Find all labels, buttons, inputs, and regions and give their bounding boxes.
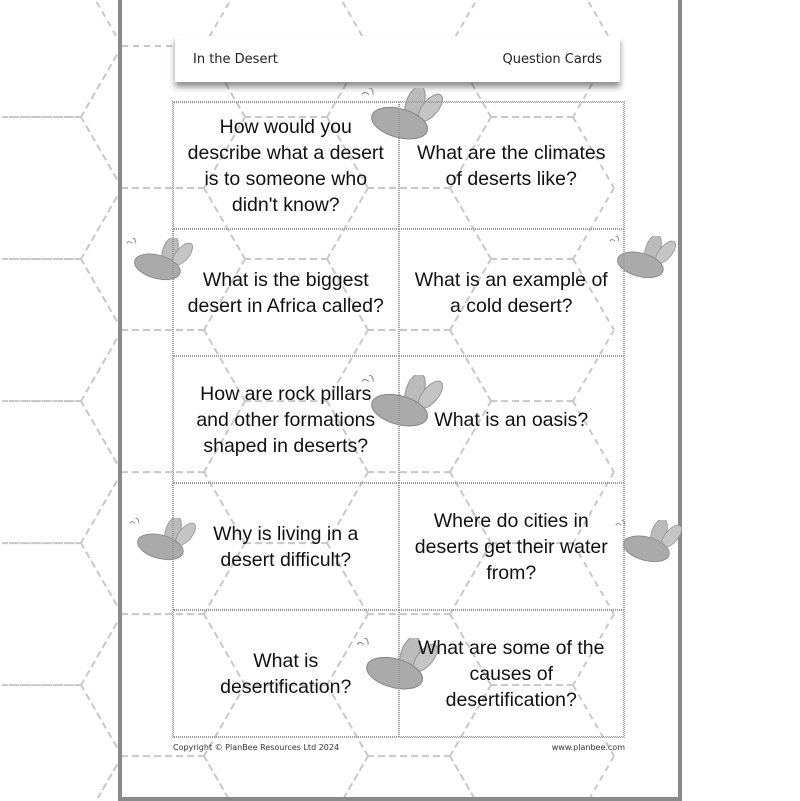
question-card: [173, 356, 399, 483]
worksheet-header: [175, 36, 620, 82]
question-card-grid: [172, 101, 625, 738]
question-text: How would you describe what a desert is to someone who didn't know?: [187, 115, 384, 216]
copyright-text: Copyright © PlanBee Resources Ltd 2024: [173, 743, 340, 752]
question-text: What are the climates of deserts like?: [416, 141, 606, 190]
question-text: What are some of the causes of desertification?: [418, 636, 605, 711]
question-card: [399, 229, 625, 356]
question-text: Why is living in a desert difficult?: [213, 522, 359, 571]
question-text: What is an example of a cold desert?: [414, 268, 608, 317]
question-text: What is an oasis?: [434, 408, 589, 431]
question-card: [399, 483, 625, 610]
worksheet-type: Question Cards: [502, 51, 602, 67]
question-text: What is desertification?: [220, 649, 352, 698]
question-text: How are rock pillars and other formations shaped in deserts?: [196, 382, 376, 457]
question-card: [173, 229, 399, 356]
question-card: [399, 356, 625, 483]
question-card: [173, 102, 399, 229]
question-text: What is the biggest desert in Africa called?: [187, 268, 384, 317]
question-card: [173, 610, 399, 737]
question-card: [173, 483, 399, 610]
question-card: [399, 102, 625, 229]
question-card: [399, 610, 625, 737]
website-link: www.planbee.com: [551, 743, 625, 752]
question-text: Where do cities in deserts get their water from?: [414, 509, 608, 584]
worksheet-topic: In the Desert: [193, 51, 278, 67]
